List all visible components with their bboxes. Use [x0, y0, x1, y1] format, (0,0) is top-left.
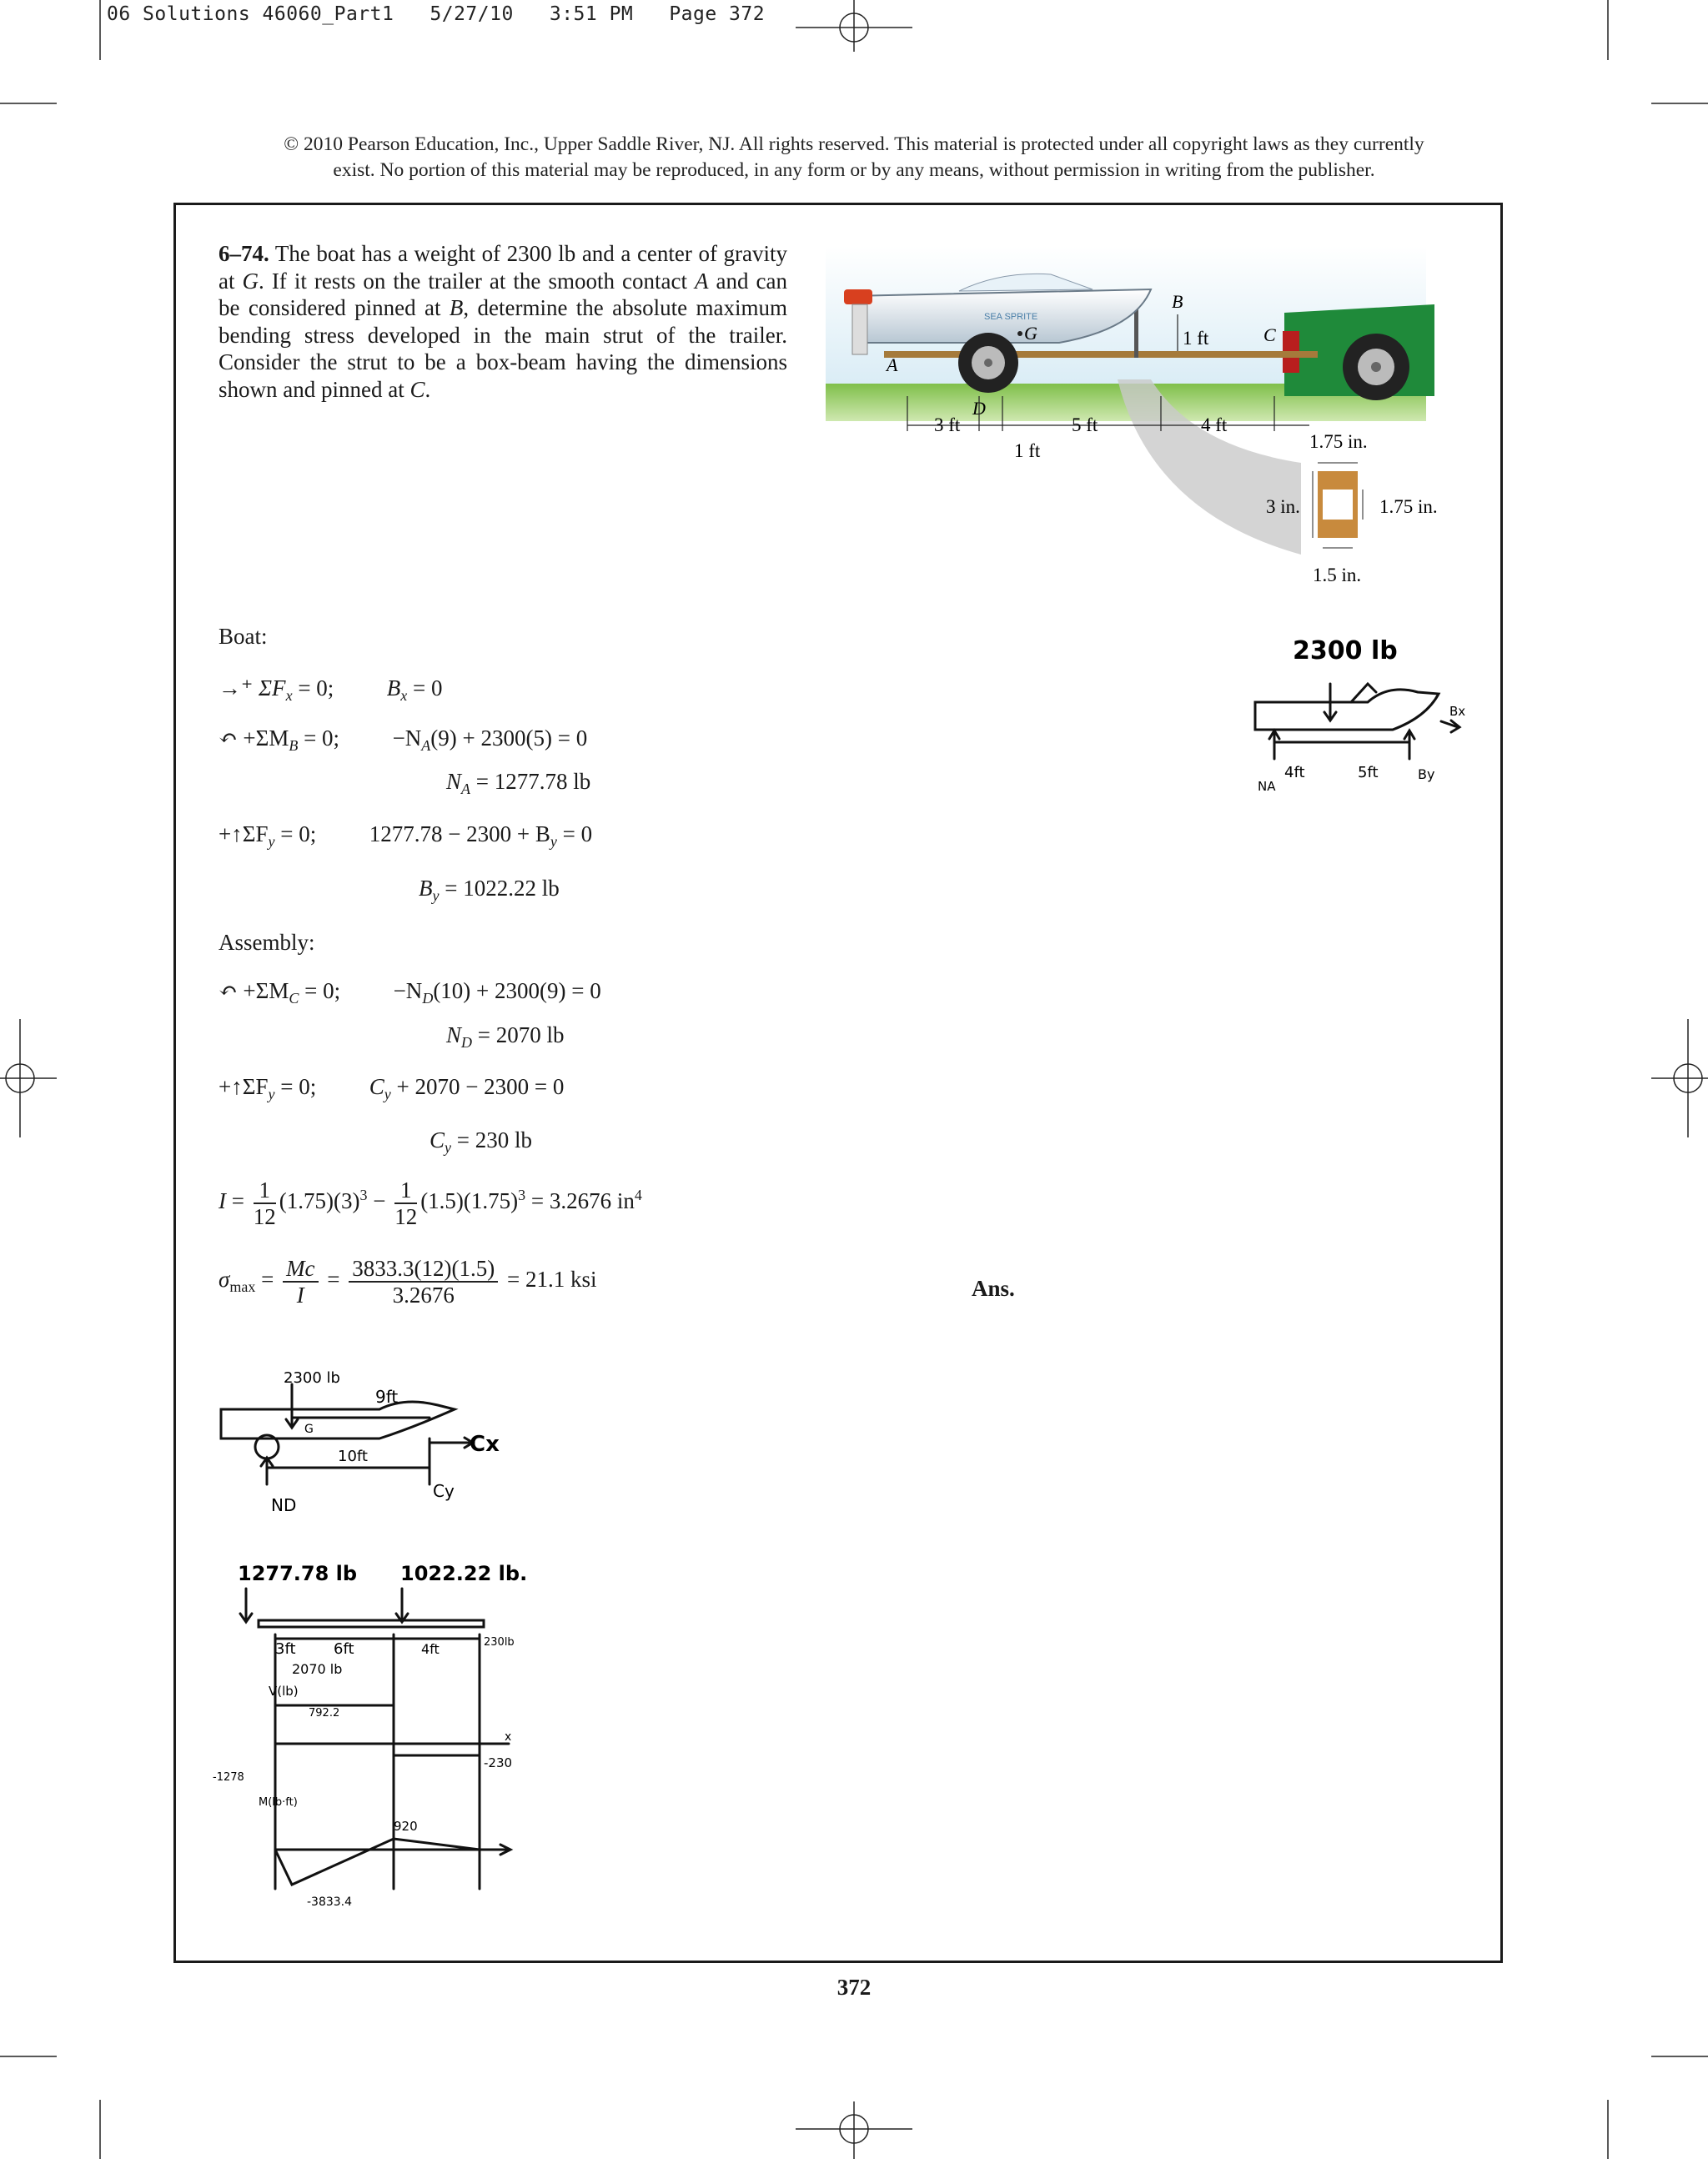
eq-term: (1.5)(1.75)	[420, 1188, 519, 1214]
copyright-notice	[133, 132, 1575, 183]
m-920: 920	[394, 1819, 418, 1834]
boat-trailer-figure	[801, 238, 1468, 605]
label-d: D	[972, 398, 986, 419]
fbd-boat-na: NA	[1258, 779, 1276, 794]
problem-statement	[219, 240, 787, 403]
v-x-axis: x	[505, 1730, 512, 1744]
eq-term: = 0;	[274, 821, 317, 846]
eq-term: = 0	[407, 675, 443, 700]
equation-sum-fx	[219, 675, 443, 705]
beam-4ft: 4ft	[421, 1641, 440, 1657]
equation-sum-fy-boat	[219, 821, 592, 851]
dim-box-top: 1.75 in.	[1309, 431, 1368, 452]
boat-brand: SEA SPRITE	[984, 312, 1038, 322]
eq-sub: y	[384, 1086, 391, 1102]
dim-box-bottom: 1.5 in.	[1313, 565, 1362, 585]
eq-sub: max	[229, 1278, 256, 1296]
frac-den: 12	[394, 1204, 418, 1229]
shear-moment-diagrams	[208, 1555, 559, 1922]
fbd-assy-cy: Cy	[433, 1481, 455, 1501]
eq-sub: B	[289, 737, 299, 754]
beam-6ft: 6ft	[334, 1640, 354, 1658]
eq-sub: y	[268, 1086, 275, 1102]
eq-term: =	[261, 1267, 274, 1293]
boat-free-body-diagram	[1243, 625, 1476, 801]
fbd-boat-bx: Bx	[1449, 704, 1466, 719]
eq-term: + 2070 − 2300 = 0	[390, 1074, 565, 1099]
beam-2070: 2070 lb	[292, 1661, 343, 1677]
eq-sub: y	[432, 887, 440, 904]
fraction	[254, 1177, 276, 1229]
eq-term: = 0;	[292, 675, 334, 700]
eq-sub: x	[285, 687, 293, 704]
m-axis-label: M(lb·ft)	[259, 1796, 298, 1809]
eq-term: = 21.1 ksi	[507, 1267, 597, 1293]
eq-sub: D	[422, 990, 434, 1007]
problem-text: and can be considered pinned at	[219, 268, 787, 320]
eq-term: +↑ΣF	[219, 821, 269, 846]
box-beam-section	[1313, 463, 1363, 548]
v-neg230: -230	[484, 1755, 513, 1770]
eq-term: B	[386, 675, 401, 700]
fraction	[394, 1177, 417, 1229]
eq-term: C	[430, 1127, 445, 1152]
moment-of-inertia	[219, 1177, 642, 1229]
equation-sum-fy-assembly	[219, 1074, 564, 1103]
print-slug: 06 Solutions 46060_Part1 5/27/10 3:51 PM Page 372	[107, 3, 766, 25]
eq-term: −N	[392, 726, 422, 751]
m-neg-max: -3833.4	[307, 1895, 353, 1909]
eq-term: −N	[393, 978, 423, 1003]
eq-sub: A	[461, 781, 471, 797]
eq-term: B	[419, 876, 433, 901]
eq-term: = 0;	[299, 978, 341, 1003]
trailer-wheel	[958, 333, 1018, 393]
equation-sum-mc	[219, 978, 601, 1007]
fraction	[349, 1256, 498, 1308]
frac-num: 1	[394, 1177, 417, 1204]
fbd-assy-g: G	[304, 1423, 314, 1436]
max-bending-stress	[219, 1256, 597, 1308]
answer-label: Ans.	[972, 1276, 1015, 1301]
dim-1ft: 1 ft	[1014, 440, 1041, 461]
fbd-assy-nd: ND	[271, 1495, 297, 1515]
result-na	[446, 769, 590, 798]
result-by	[419, 876, 560, 905]
dim-4ft: 4 ft	[1201, 414, 1228, 435]
eq-term: N	[446, 769, 462, 794]
beam-3ft: 3ft	[275, 1640, 296, 1658]
eq-term: −	[373, 1188, 386, 1214]
eq-term: = 1277.78 lb	[470, 769, 591, 794]
arrow-right-icon: →⁺	[219, 675, 254, 700]
eq-term: +ΣM	[243, 726, 289, 751]
eq-sub: y	[445, 1139, 452, 1156]
eq-sup: 3	[359, 1187, 368, 1204]
frac-num: 3833.3(12)(1.5)	[349, 1256, 498, 1283]
label-c: C	[1263, 324, 1276, 345]
point-a: A	[694, 268, 709, 294]
eq-term: = 230 lb	[451, 1127, 532, 1152]
fbd-boat-4ft: 4ft	[1284, 764, 1305, 781]
trailer-strut	[884, 351, 1318, 358]
eq-term: +↑ΣF	[219, 1074, 269, 1099]
eq-term: (10) + 2300(9) = 0	[433, 978, 601, 1003]
eq-term: = 1022.22 lb	[439, 876, 560, 901]
eq-sub: y	[268, 833, 275, 850]
eq-term: +ΣM	[243, 978, 289, 1003]
result-nd	[446, 1022, 565, 1052]
problem-text: The boat has a weight of 2300 lb and a center of gravity at	[219, 241, 787, 294]
eq-sub: D	[461, 1034, 473, 1051]
page-number: 372	[836, 1975, 872, 2000]
frac-den: 12	[253, 1204, 276, 1229]
fbd-boat-5ft: 5ft	[1358, 764, 1379, 781]
eq-term: (1.75)(3)	[279, 1188, 360, 1214]
label-g: G	[1024, 323, 1037, 344]
eq-term: ΣF	[259, 675, 286, 700]
fbd-boat-load: 2300 lb	[1293, 636, 1398, 665]
point-c: C	[409, 376, 425, 402]
copyright-line-1: © 2010 Pearson Education, Inc., Upper Saddle River, NJ. All rights reserved. This material is protected under all copyright laws as they currently	[284, 133, 1424, 155]
dim-5ft: 5 ft	[1072, 414, 1098, 435]
frac-den: 3.2676	[392, 1283, 455, 1308]
moment-arrow-icon: ↶	[219, 726, 238, 751]
assembly-free-body-diagram	[213, 1359, 513, 1526]
eq-sub: C	[289, 990, 299, 1007]
fbd-boat-by: By	[1418, 766, 1435, 782]
cg-dot	[1017, 331, 1022, 336]
fbd-assy-load: 2300 lb	[284, 1369, 340, 1387]
eq-term: = 3.2676 in	[525, 1188, 635, 1214]
eq-term: I	[219, 1188, 226, 1214]
v-792: 792.2	[309, 1707, 340, 1720]
label-a: A	[887, 354, 898, 375]
problem-text: , determine the absolute maximum bending stress developed in the main strut of the trailer. Consider the strut to be a box-beam having the dimensions shown and pinned at	[219, 295, 787, 402]
v-axis-label: V(lb)	[269, 1684, 299, 1699]
beam-230: 230lb	[484, 1636, 515, 1649]
dim-1ft-vertical: 1 ft	[1183, 328, 1209, 349]
label-b: B	[1172, 291, 1183, 312]
problem-text: . If it rests on the trailer at the smooth contact	[259, 268, 695, 294]
beam-left-reaction: 1277.78 lb	[238, 1562, 358, 1585]
eq-sup: 3	[518, 1187, 526, 1204]
problem-number: 6–74.	[219, 241, 269, 266]
frac-den: I	[296, 1283, 304, 1308]
eq-term: =	[231, 1188, 244, 1214]
problem-text: .	[424, 376, 431, 402]
fbd-assy-10ft: 10ft	[338, 1448, 368, 1465]
eq-term: = 0;	[274, 1074, 317, 1099]
dim-box-right: 1.75 in.	[1379, 496, 1438, 517]
eq-term: = 2070 lb	[472, 1022, 565, 1047]
point-g: G	[242, 268, 259, 294]
eq-sup: 4	[634, 1187, 642, 1204]
eq-term: = 0	[556, 821, 593, 846]
dim-box-left: 3 in.	[1266, 496, 1300, 517]
dim-3ft: 3 ft	[934, 414, 961, 435]
moment-arrow-icon: ↶	[219, 978, 238, 1003]
v-neg1278: -1278	[213, 1771, 244, 1784]
fbd-assy-9ft: 9ft	[375, 1387, 399, 1407]
fbd-assy-cx: Cx	[470, 1432, 500, 1457]
eq-term: (9) + 2300(5) = 0	[430, 726, 588, 751]
eq-term: 1277.78 − 2300 + B	[369, 821, 550, 846]
frac-num: 1	[254, 1177, 276, 1204]
beam-right-reaction: 1022.22 lb.	[400, 1562, 528, 1585]
equation-sum-mb	[219, 726, 587, 755]
eq-sub: x	[400, 687, 408, 704]
boat-heading: Boat:	[219, 624, 268, 649]
eq-term: = 0;	[298, 726, 340, 751]
result-cy	[430, 1127, 532, 1157]
point-b: B	[449, 295, 464, 320]
fraction	[283, 1256, 318, 1308]
eq-term: σ	[219, 1267, 230, 1293]
eq-term: C	[369, 1074, 384, 1099]
copyright-line-2: exist. No portion of this material may be reproduced, in any form or by any means, without permission in writing from the publisher.	[333, 159, 1375, 181]
eq-term: =	[327, 1267, 340, 1293]
eq-term: N	[446, 1022, 462, 1047]
frac-num: Mc	[283, 1256, 318, 1283]
assembly-heading: Assembly:	[219, 930, 315, 955]
eq-sub: A	[421, 737, 431, 754]
eq-sub: y	[550, 833, 557, 850]
